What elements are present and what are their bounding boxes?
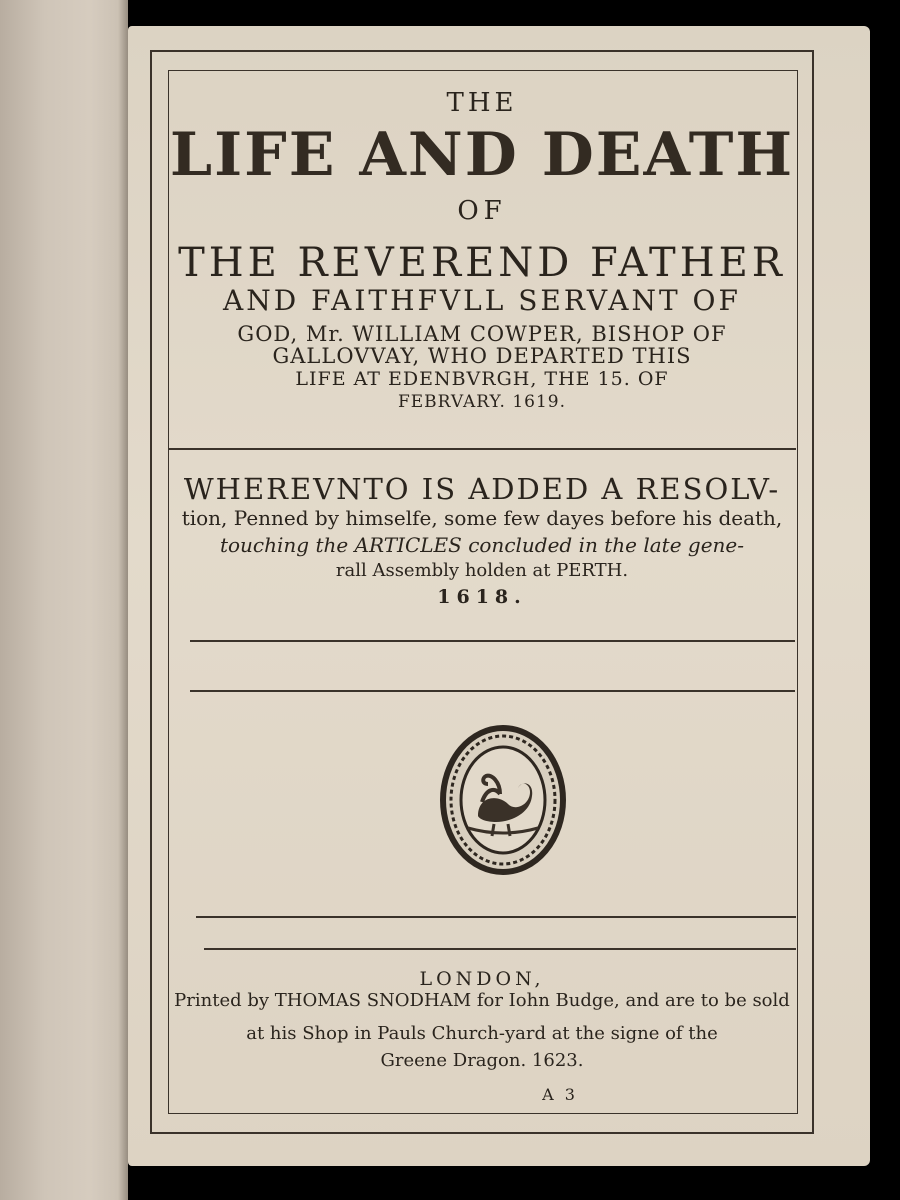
rule-1	[168, 448, 796, 450]
resolution-line-4: rall Assembly holden at PERTH.	[335, 560, 629, 581]
imprint-line-3: Greene Dragon. 1623.	[380, 1050, 584, 1071]
resolution-heading: WHEREVNTO IS ADDED A RESOLV-	[183, 472, 781, 506]
rule-2	[190, 640, 795, 642]
imprint-city: LONDON,	[419, 968, 545, 990]
title-line-faithfull-servant: AND FAITHFVLL SERVANT OF	[223, 284, 741, 317]
title-the: THE	[446, 88, 518, 118]
rule-5	[204, 948, 796, 950]
resolution-line-2: tion, Penned by himselfe, some few dayes before his death,	[181, 506, 783, 530]
rule-3	[190, 690, 795, 692]
imprint-line-2: at his Shop in Pauls Church-yard at the signe of the	[246, 1023, 718, 1044]
title-line-bishop: GOD, Mr. WILLIAM COWPER, BISHOP OF	[237, 322, 727, 346]
resolution-line-3: touching the ARTICLES concluded in the late gene-	[219, 533, 745, 557]
signature-mark: A 3	[542, 1085, 578, 1104]
title-line-date: FEBRVARY. 1619.	[397, 392, 567, 412]
left-page-edge	[0, 0, 128, 1200]
title-line-edinburgh: LIFE AT EDENBVRGH, THE 15. OF	[295, 368, 669, 390]
rule-4	[196, 916, 796, 918]
title-main: LIFE AND DEATH	[169, 120, 795, 190]
imprint-line-1: Printed by THOMAS SNODHAM for Iohn Budge, and are to be sold	[174, 990, 790, 1011]
title-line-galloway: GALLOVVAY, WHO DEPARTED THIS	[272, 344, 692, 368]
resolution-year: 1618.	[437, 586, 527, 608]
title-line-reverend-father: THE REVEREND FATHER	[178, 240, 786, 286]
title-of: OF	[457, 196, 507, 226]
swan-printers-device-icon	[438, 724, 568, 876]
